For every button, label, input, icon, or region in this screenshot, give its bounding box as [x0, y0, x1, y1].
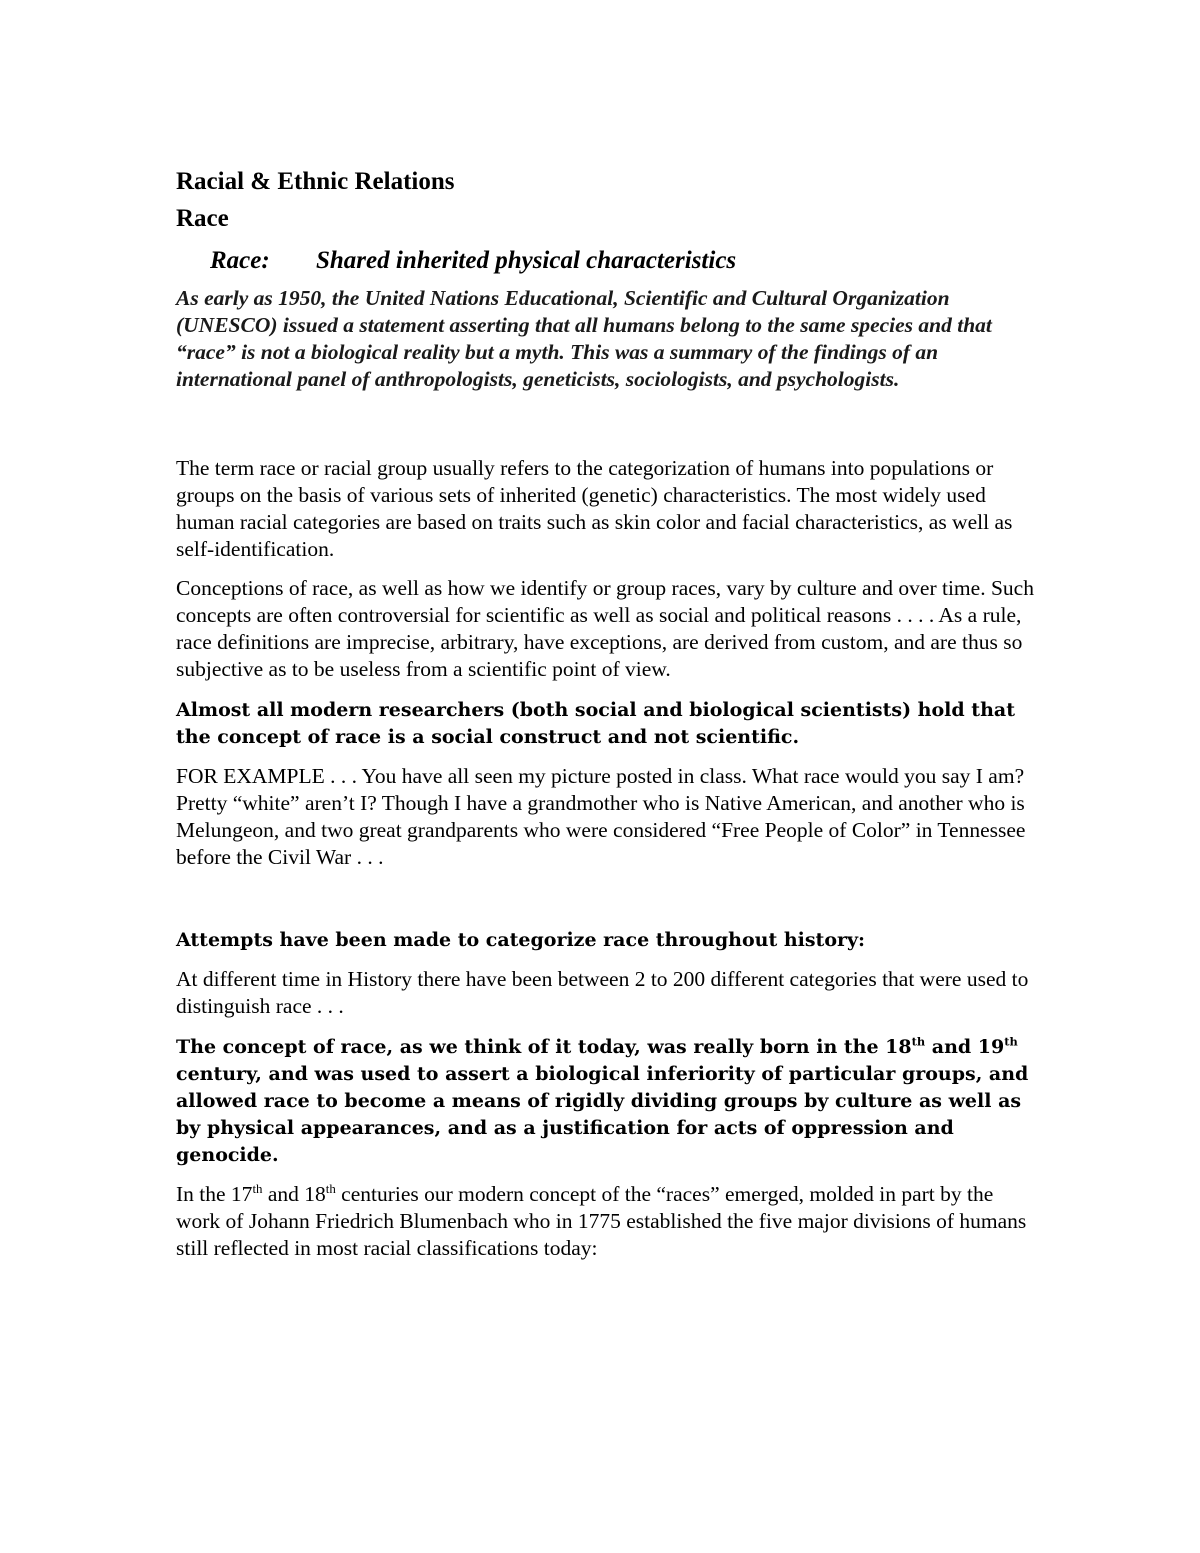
paragraph-categories: At different time in History there have been between 2 to 200 different categories that were used to distinguish race . . .	[176, 967, 1029, 1018]
paragraph-blumenbach	[176, 1181, 1036, 1262]
definition-term: Race:	[210, 247, 270, 274]
blumenbach-sup-2: th	[325, 1181, 336, 1196]
blumenbach-text-3: centuries our modern concept of the “races” emerged, molded in part by the work of Johann Friedrich Blumenbach who in 1775 established the five major divisions of humans still reflected in most racial classifications today:	[176, 1182, 1027, 1260]
bold-concept	[176, 1034, 1036, 1169]
bold-concept-text-1: The concept of race, as we think of it today, was really born in the 18	[176, 1036, 912, 1058]
bold-concept-sup-1: th	[911, 1034, 926, 1049]
unesco-quote: As early as 1950, the United Nations Educational, Scientific and Cultural Organization (UNESCO) issued a statement asserting that all humans belong to the same species and that “race” is not a biological reality but a myth. This was a summary of the findings of an international panel of anthropologists, geneticists, sociologists, and psychologists.	[176, 286, 992, 391]
document-title: Racial & Ethnic Relations	[176, 168, 455, 195]
paragraph-term: The term race or racial group usually refers to the categorization of humans into populations or groups on the basis of various sets of inherited (genetic) characteristics. The most widely used human racial categories are based on traits such as skin color and facial characteristics, as well as self-identification.	[176, 456, 1013, 561]
bold-researchers: Almost all modern researchers (both social and biological scientists) hold that the concept of race is a social construct and not scientific.	[176, 699, 1015, 748]
blumenbach-text-1: In the 17	[176, 1182, 253, 1206]
bold-attempts: Attempts have been made to categorize race throughout history:	[176, 929, 866, 951]
bold-concept-text-3: century, and was used to assert a biological inferiority of particular groups, and allowed race to become a means of rigidly dividing groups by culture as well as by physical appearances, and as a justification for acts of oppression and genocide.	[176, 1063, 1029, 1166]
blumenbach-sup-1: th	[252, 1181, 263, 1196]
blumenbach-text-2: and 18	[262, 1182, 326, 1206]
bold-concept-text-2: and 19	[925, 1036, 1005, 1058]
definition-text: Shared inherited physical characteristics	[316, 247, 737, 274]
section-heading: Race	[176, 205, 229, 232]
bold-concept-sup-2: th	[1004, 1034, 1018, 1049]
paragraph-conceptions: Conceptions of race, as well as how we identify or group races, vary by culture and over time. Such concepts are often controversial for scientific as well as social and political reasons . . . . As a rule, race definitions are imprecise, arbitrary, have exceptions, are derived from custom, and are thus so subjective as to be useless from a scientific point of view.	[176, 576, 1034, 681]
paragraph-example: FOR EXAMPLE . . . You have all seen my picture posted in class. What race would you say I am? Pretty “white” aren’t I? Though I have a grandmother who is Native American, and another who is Melungeon, and two great grandparents who were considered “Free People of Color” in Tennessee before the Civil War . . .	[176, 764, 1026, 869]
definition-line	[210, 245, 1036, 277]
document-body	[176, 166, 1036, 1262]
